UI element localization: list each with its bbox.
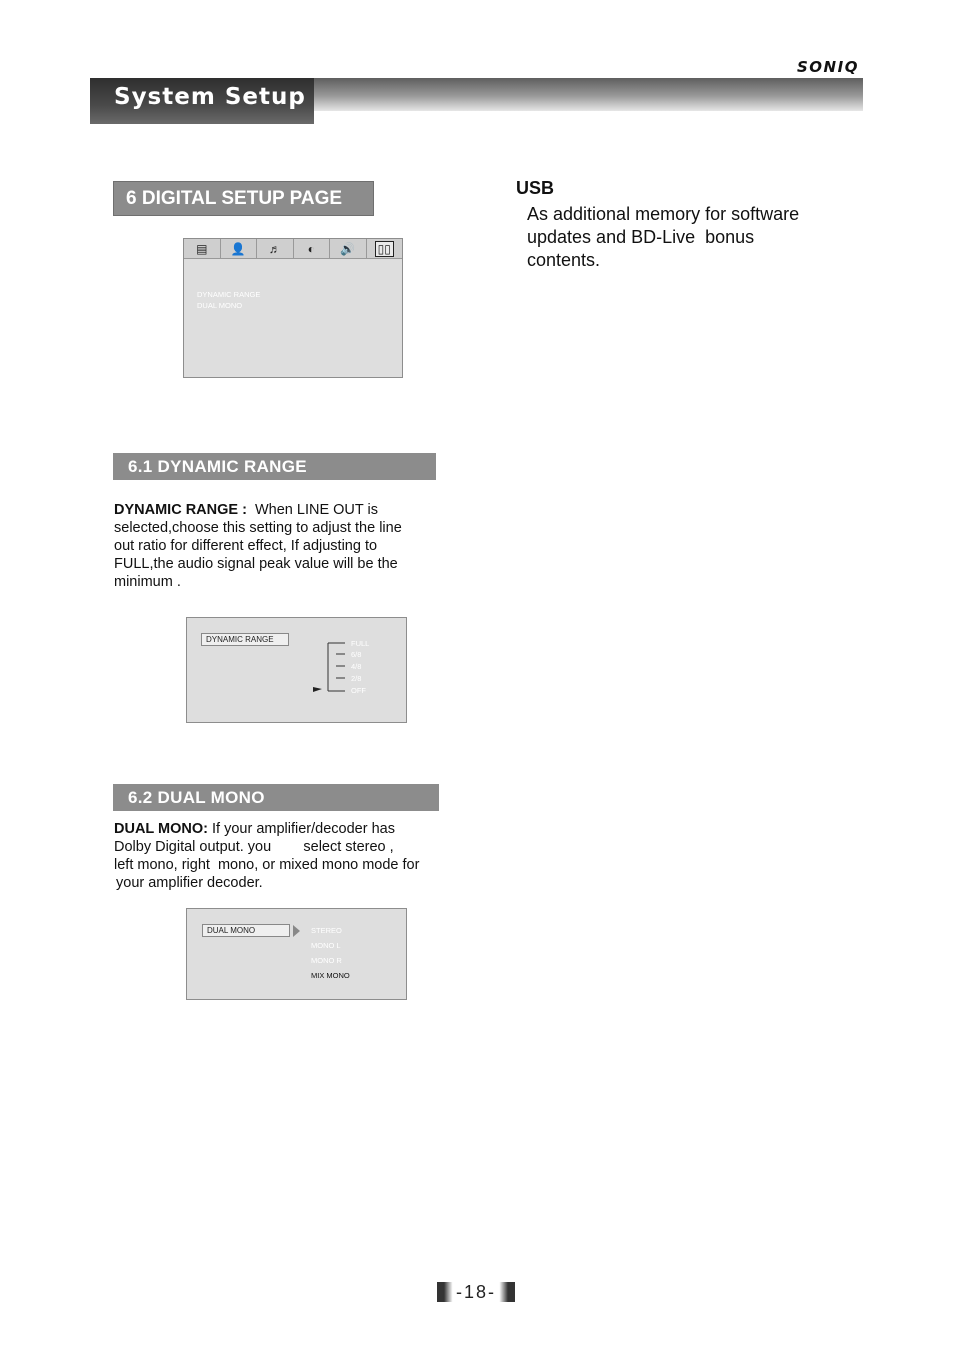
menu-item-dual-mono: DUAL MONO xyxy=(197,301,243,310)
dual-mono-screen xyxy=(186,908,407,1000)
usb-line-1: As additional memory for software xyxy=(527,204,800,224)
dynamic-option-4-8: 4/8 xyxy=(351,662,362,671)
dual-mono-line-2: Dolby Digital output. you select stereo , xyxy=(114,839,394,855)
usb-line-2: updates and BD-Live bonus xyxy=(527,227,755,247)
dynamic-range-line-2: selected,choose this setting to adjust the line xyxy=(114,520,402,536)
general-setup-icon: ▤ xyxy=(196,241,208,256)
slider-pointer-icon xyxy=(313,687,322,692)
dual-mono-field: DUAL MONO xyxy=(202,924,290,937)
tab-video xyxy=(294,239,331,258)
digital-setup-icon: ▯▯ xyxy=(375,241,394,257)
usb-line-3: contents. xyxy=(527,250,601,270)
tab-audio xyxy=(257,239,294,258)
dual-mono-line-4: your amplifier decoder. xyxy=(116,875,263,891)
tab-user xyxy=(221,239,258,258)
tab-speaker xyxy=(330,239,367,258)
dual-mono-line-1-text: If your amplifier/decoder has xyxy=(212,821,395,837)
dynamic-range-slider-scale xyxy=(305,636,350,698)
audio-setup-icon: ♬ xyxy=(268,241,281,256)
usb-heading: USB xyxy=(516,178,555,198)
user-setup-icon: 👤 xyxy=(230,241,246,256)
dynamic-option-2-8: 2/8 xyxy=(351,674,362,683)
dynamic-range-line-1 xyxy=(114,501,444,519)
usb-description xyxy=(527,203,857,272)
section-6-heading: 6 DIGITAL SETUP PAGE xyxy=(126,188,343,209)
dual-mono-label: DUAL MONO: xyxy=(114,821,208,837)
dual-mono-option-mix-mono: MIX MONO xyxy=(311,971,350,980)
menu-item-dynamic-range: DYNAMIC RANGE xyxy=(197,290,261,299)
tab-digital xyxy=(367,239,403,258)
speaker-setup-icon: 🔊 xyxy=(340,241,356,256)
page-number: -18- xyxy=(455,1282,496,1302)
dynamic-option-off: OFF xyxy=(351,686,366,695)
dual-mono-arrow-icon xyxy=(292,924,302,938)
dynamic-range-description xyxy=(114,501,444,591)
brand-logo: SONIQ xyxy=(797,58,859,76)
dual-mono-option-mono-r: MONO R xyxy=(311,956,342,965)
setup-tab-bar xyxy=(184,239,402,259)
dynamic-range-line-4: FULL,the audio signal peak value will be the xyxy=(114,556,398,572)
dynamic-range-label: DYNAMIC RANGE : xyxy=(114,502,247,518)
dual-mono-option-stereo: STEREO xyxy=(311,926,342,935)
video-setup-icon: ◐ xyxy=(307,241,315,256)
page-title: System Setup xyxy=(114,84,306,110)
dynamic-range-field: DYNAMIC RANGE xyxy=(201,633,289,646)
dynamic-option-full: FULL xyxy=(351,639,370,648)
dual-mono-description xyxy=(114,820,449,892)
dual-mono-option-mono-l: MONO L xyxy=(311,941,341,950)
dynamic-range-line-5: minimum . xyxy=(114,574,181,590)
dynamic-range-line-1-text: When LINE OUT is xyxy=(254,502,379,518)
dual-mono-line-1 xyxy=(114,820,449,838)
section-6-2-heading: 6.2 DUAL MONO xyxy=(128,788,265,807)
dual-mono-line-3: left mono, right mono, or mixed mono mode for xyxy=(114,857,420,873)
dynamic-option-6-8: 6/8 xyxy=(351,650,362,659)
section-6-1-heading: 6.1 DYNAMIC RANGE xyxy=(128,457,307,476)
tab-general xyxy=(184,239,221,258)
dynamic-range-line-3: out ratio for different effect, If adjusting to xyxy=(114,538,378,554)
